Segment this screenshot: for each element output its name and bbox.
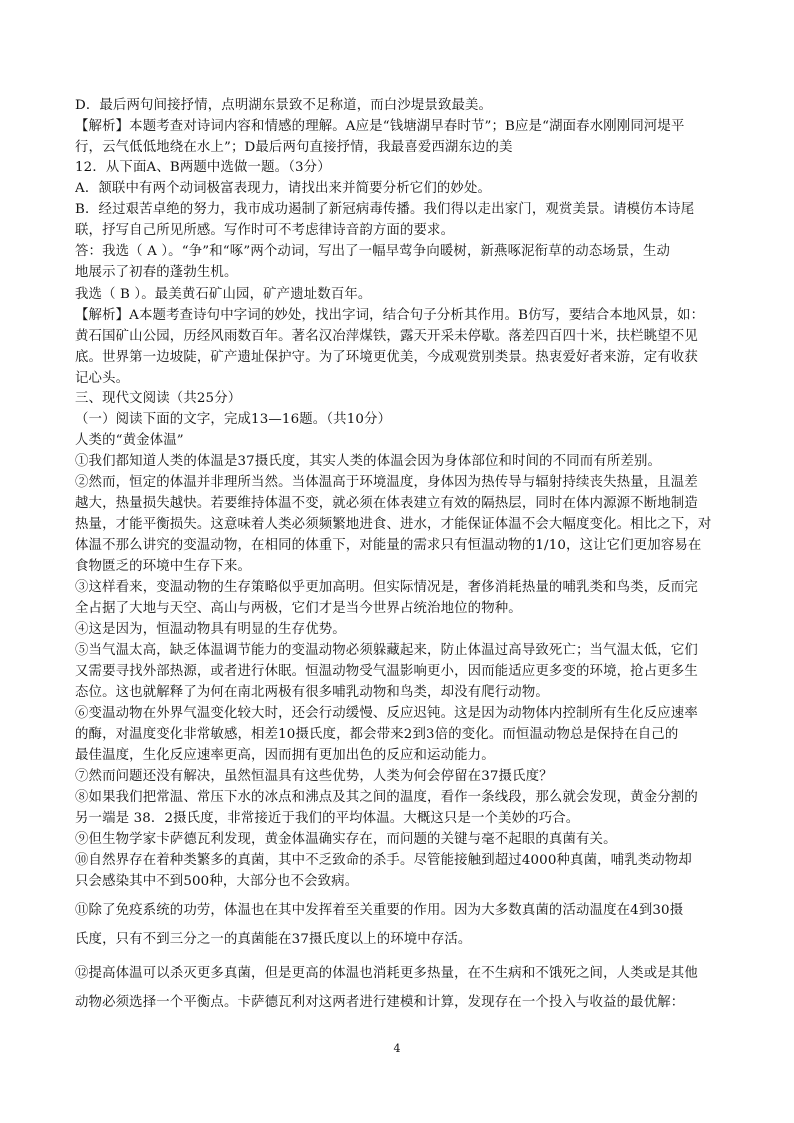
text-line: 热量，才能平衡损失。这意味着人类必须频繁地进食、进水，才能保证体温不会大幅度变化。相比之下，对 bbox=[75, 517, 712, 532]
text-line: 动物必须选择一个平衡点。卡萨德瓦利对这两者进行建模和计算，发现存在一个投入与收益的最优解： bbox=[75, 995, 685, 1010]
section-heading: 三、现代文阅读（共25分） bbox=[75, 391, 242, 406]
text-line: ⑧如果我们把常温、常压下水的冰点和沸点及其之间的温度，看作一条线段，那么就会发现，黄金分割的 bbox=[75, 790, 698, 805]
page-number: 4 bbox=[393, 1042, 401, 1055]
text-line: 另一端是 38．2摄氏度，非常接近于我们的平均体温。大概这只是一个美妙的巧合。 bbox=[75, 811, 580, 826]
text-line: ⑥变温动物在外界气温变化较大时，还会行动缓慢、反应迟钝。这是因为动物体内控制所有生化反应速率 bbox=[75, 706, 698, 721]
text-line: ⑨但生物学家卡萨德瓦利发现，黄金体温确实存在，而问题的关键与毫不起眼的真菌有关。 bbox=[75, 832, 617, 847]
text-line: 我选（ B ）。最美黄石矿山园，矿产遗址数百年。 bbox=[75, 287, 372, 302]
text-line: 态位。这也就解释了为何在南北两极有很多哺乳动物和鸟类，却没有爬行动物。 bbox=[75, 685, 549, 700]
text-line: 行，云气低低地绕在水上”；D最后两句直接抒情，我最喜爱西湖东边的美 bbox=[75, 140, 513, 155]
text-line: 【解析】A本题考查诗句中字词的妙处，找出字词，结合句子分析其作用。B仿写，要结合本地风景，如： bbox=[75, 308, 705, 323]
text-line: ⑦然而问题还没有解决，虽然恒温具有这些优势，人类为何会停留在37摄氏度？ bbox=[75, 769, 553, 784]
text-line: 氏度，只有不到三分之一的真菌能在37摄氏度以上的环境中存活。 bbox=[75, 932, 472, 947]
text-line: 底。世界第一边坡陡，矿产遗址保护守。为了环境更优美，今成观赏别类景。热衷爱好者来游，定有收获 bbox=[75, 350, 698, 365]
text-line: （一）阅读下面的文字，完成13—16题。（共10分） bbox=[75, 412, 392, 427]
text-line: 最佳温度，生化反应速率更高，因而拥有更加出色的反应和运动能力。 bbox=[75, 748, 495, 763]
text-line: ①我们都知道人类的体温是37摄氏度，其实人类的体温会因为身体部位和时间的不同而有所差别。 bbox=[75, 454, 662, 469]
text-line: A．颔联中有两个动词极富表现力，请找出来并简要分析它们的妙处。 bbox=[75, 181, 492, 196]
text-line: ④这是因为，恒温动物具有明显的生存优势。 bbox=[75, 622, 346, 637]
text-line: 答：我选（ A ）。“争”和“啄”两个动词，写出了一幅早莺争向暖树，新燕啄泥衔草的动态场景，生动 bbox=[75, 244, 671, 259]
text-line: 黄石国矿山公园，历经风雨数百年。著名汉冶萍煤铁，露天开采未停歇。落差四百四十米，扶栏眺望不见 bbox=[75, 329, 698, 344]
text-line: 食物匮乏的环境中生存下来。 bbox=[75, 559, 252, 574]
text-line: 只会感染其中不到500种，大部分也不会致病。 bbox=[75, 874, 359, 889]
text-line: ②然而，恒定的体温并非理所当然。当体温高于环境温度，身体因为热传导与辐射持续丧失热量，且温差 bbox=[75, 475, 698, 490]
text-line: 全占据了大地与天空、高山与两极，它们才是当今世界占统治地位的物种。 bbox=[75, 601, 522, 616]
text-line: 的酶，对温度变化非常敏感，相差10摄氏度，都会带来2到3倍的变化。而恒温动物总是保持在自己的 bbox=[75, 727, 679, 742]
text-line: 越大，热量损失越快。若要维持体温不变，就必须在体表建立有效的隔热层，同时在体内源源不断地制造 bbox=[75, 496, 698, 511]
text-line: ③这样看来，变温动物的生存策略似乎更加高明。但实际情况是，奢侈消耗热量的哺乳类和鸟类，反而完 bbox=[75, 580, 698, 595]
text-line: D．最后两句间接抒情，点明湖东景致不足称道，而白沙堤景致最美。 bbox=[75, 98, 493, 113]
text-line: ⑫提高体温可以杀灭更多真菌，但是更高的体温也消耗更多热量，在不生病和不饿死之间，人类或是其他 bbox=[75, 966, 698, 981]
text-line: 联，抒写自己所见所感。写作时可不考虑律诗音韵方面的要求。 bbox=[75, 223, 455, 238]
text-line: 体温不那么讲究的变温动物，在相同的体重下，对能量的需求只有恒温动物的1/10，这让它们更加容易在 bbox=[75, 538, 702, 553]
text-line: ⑩自然界存在着种类繁多的真菌，其中不乏致命的杀手。尽管能接触到超过4000种真菌，哺乳类动物却 bbox=[75, 853, 692, 868]
text-line: 【解析】本题考查对诗词内容和情感的理解。A应是“钱塘湖早春时节”；B应是“湖面春水刚刚同河堤平 bbox=[75, 119, 685, 134]
text-line: 12．从下面A、B两题中选做一题。（3分） bbox=[75, 160, 331, 175]
text-line: ⑪除了免疫系统的功劳，体温也在其中发挥着至关重要的作用。因为大多数真菌的活动温度在4到30摄 bbox=[75, 903, 684, 918]
article-title: 人类的“黄金体温” bbox=[75, 433, 184, 448]
text-line: ⑤当气温太高，缺乏体温调节能力的变温动物必须躲藏起来，防止体温过高导致死亡；当气温太低，它们 bbox=[75, 643, 698, 658]
text-line: 地展示了初春的蓬勃生机。 bbox=[75, 265, 238, 280]
text-line: 记心头。 bbox=[75, 371, 130, 386]
text-line: 又需要寻找外部热源，或者进行休眠。恒温动物受气温影响更小，因而能适应更多变的环境，抢占更多生 bbox=[75, 664, 698, 679]
text-line: B．经过艰苦卓绝的努力，我市成功遏制了新冠病毒传播。我们得以走出家门，观赏美景。请模仿本诗尾 bbox=[75, 202, 695, 217]
